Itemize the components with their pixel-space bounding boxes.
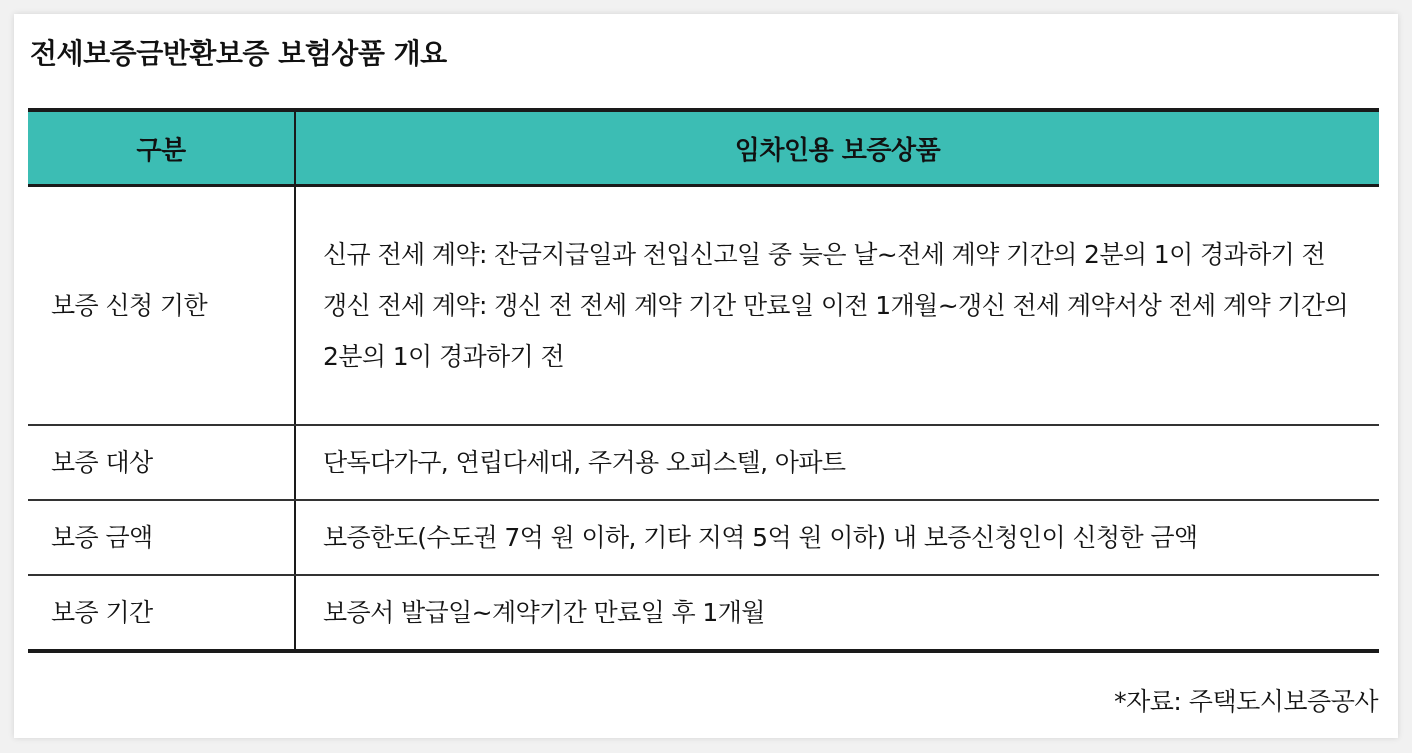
row-content: 보증서 발급일~계약기간 만료일 후 1개월 — [323, 598, 765, 627]
row-label: 보증 대상 — [28, 425, 295, 500]
row-content: 보증한도(수도권 7억 원 이하, 기타 지역 5억 원 이하) 내 보증신청인이 신청한 금액 — [295, 500, 1379, 575]
table-row-coverage-amount — [28, 500, 1379, 575]
document-title: 전세보증금반환보증 보험상품 개요 — [30, 37, 447, 70]
source-note: *자료: 주택도시보증공사 — [1114, 687, 1378, 716]
table-row-application-deadline — [28, 186, 1379, 426]
renewal-contract-text: 갱신 전세 계약: 갱신 전 전세 계약 기간 만료일 이전 1개월~갱신 전세 계약서상 전세 계약 기간의 2분의 1이 경과하기 전 — [323, 291, 1349, 371]
row-content — [295, 186, 1379, 426]
overview-table — [28, 108, 1379, 653]
column-header-product: 임차인용 보증상품 — [295, 110, 1379, 186]
document-card — [14, 14, 1398, 738]
table-row-coverage-target — [28, 425, 1379, 500]
row-label: 보증 신청 기한 — [28, 186, 295, 426]
row-label: 보증 금액 — [28, 500, 295, 575]
new-contract-text: 신규 전세 계약: 잔금지급일과 전입신고일 중 늦은 날~전세 계약 기간의 2분의 1이 경과하기 전 — [323, 240, 1326, 269]
table-row-coverage-period — [28, 575, 1379, 651]
table-header-row — [28, 110, 1379, 186]
row-content: 단독다가구, 연립다세대, 주거용 오피스텔, 아파트 — [295, 425, 1379, 500]
column-header-category: 구분 — [28, 110, 295, 186]
row-label: 보증 기간 — [28, 575, 295, 651]
